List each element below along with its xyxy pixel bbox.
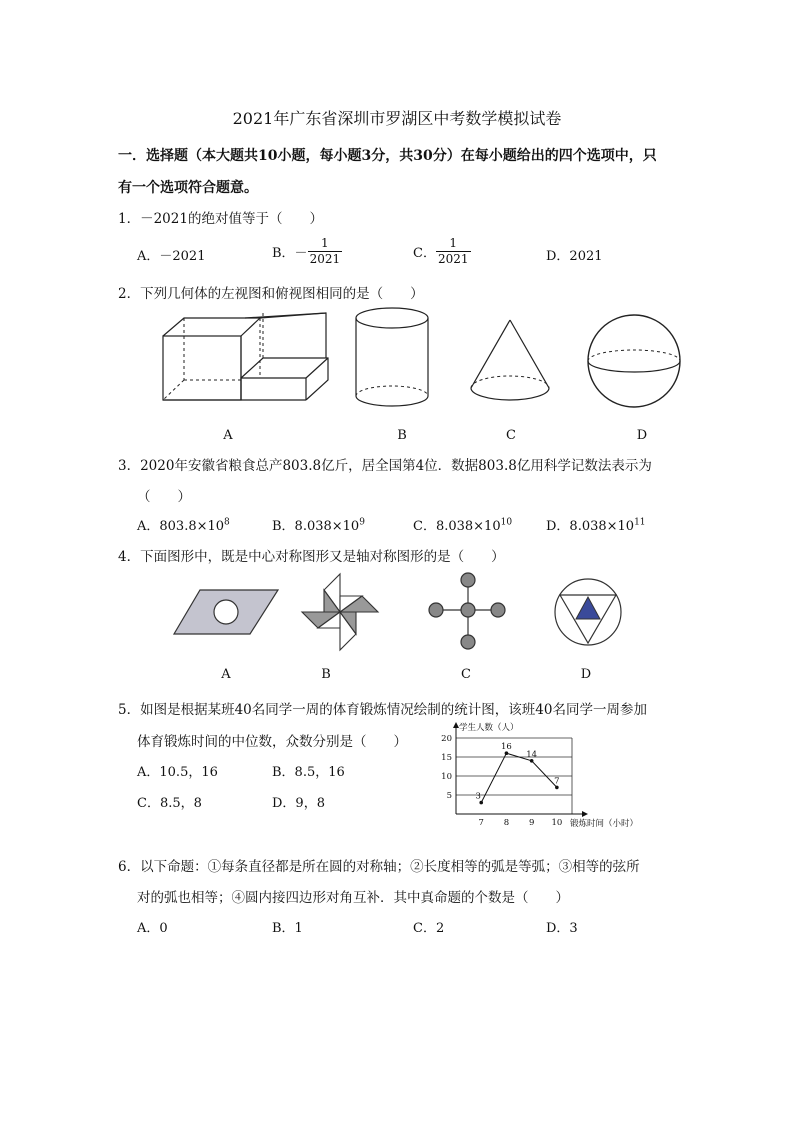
q5-stem-line2: 体育锻炼时间的中位数，众数分别是（ ） [137,734,407,750]
q2-label-b: B [397,428,407,443]
q2-label-d: D [636,428,648,443]
q6-option-a[interactable]: A．0 [137,921,168,936]
q1-b-numerator: 1 [308,236,343,252]
section-header-line2: 有一个选项符合题意。 [118,180,258,196]
q4-label-a: A [221,667,231,682]
pinwheel-figure [300,570,382,654]
q3-option-d[interactable] [546,515,646,534]
chart-data-label: 3 [475,791,481,802]
q6-option-c[interactable]: C．2 [413,921,445,936]
q4-label-d: D [580,667,592,682]
chart-data-label: 16 [501,742,512,753]
chart-x-axis-arrow [582,811,588,817]
chart-x-tick-label: 10 [551,818,563,828]
q5-option-c[interactable]: C．8.5，8 [137,796,202,811]
q1-option-d[interactable]: D．2021 [546,249,603,264]
q4-label-c: C [461,667,471,682]
q1-option-c-prefix: C． [413,246,436,261]
q1-option-b-prefix: B．－ [272,246,308,261]
q3-stem-paren: （ ） [137,489,191,505]
q3-stem: 3．2020年安徽省粮食总产803.8亿斤，居全国第4位．数据803.8亿用科学记数法表示为 [118,458,652,474]
q1-option-b-fraction [308,236,343,267]
q3-d-base: D．8.038×10 [546,519,635,534]
chart-y-tick-label: 10 [441,772,452,782]
q1-b-denominator: 2021 [309,252,341,266]
q3-b-exponent: 9 [359,517,365,528]
q3-option-a[interactable] [137,515,230,534]
cylinder-figure [354,306,434,408]
q1-stem: 1．－2021的绝对值等于（ ） [118,211,323,227]
q4-label-b: B [321,667,331,682]
q3-option-c[interactable] [413,515,512,534]
q3-b-base: B．8.038×10 [272,519,360,534]
parallelogram-with-hole-figure [172,588,280,636]
q2-label-c: C [506,428,516,443]
chart-x-tick-label: 9 [528,818,535,828]
chart-y-tick-label: 20 [441,734,452,744]
sphere-figure [585,312,685,412]
q1-c-denominator: 2021 [437,252,469,266]
q1-option-c-fraction [436,236,471,267]
q6-option-b[interactable]: B．1 [272,921,303,936]
q2-label-a: A [223,428,233,443]
q5-option-b[interactable]: B．8.5，16 [272,765,345,780]
q1-c-numerator: 1 [436,236,471,252]
q1-option-a[interactable]: A．－2021 [137,249,206,264]
q6-option-d[interactable]: D．3 [546,921,578,936]
q5-option-d[interactable]: D．9，8 [272,796,325,811]
triangles-in-circle-figure [553,577,623,647]
exercise-time-line-chart [420,718,650,830]
section-header-line1: 一．选择题（本大题共10小题，每小题3分，共30分）在每小题给出的四个选项中，只 [118,148,657,164]
q3-a-exponent: 8 [224,517,230,528]
q1-option-c[interactable] [413,236,471,267]
page-title: 2021年广东省深圳市罗湖区中考数学模拟试卷 [232,109,562,128]
chart-y-tick-label: 15 [441,753,452,763]
chart-y-axis-label: 学生人数（人） [459,723,519,733]
q3-option-b[interactable] [272,515,365,534]
two-cubes-figure [160,308,330,404]
q6-stem-line1: 6．以下命题：①每条直径都是所在圆的对称轴；②长度相等的弧是等弧；③相等的弦所 [118,859,640,875]
q3-c-base: C．8.038×10 [413,519,501,534]
chart-y-tick-label: 5 [446,791,452,801]
q4-stem: 4．下面图形中，既是中心对称图形又是轴对称图形的是（ ） [118,549,505,565]
cone-figure [467,318,557,408]
q2-stem: 2．下列几何体的左视图和俯视图相同的是（ ） [118,286,424,302]
q6-stem-line2: 对的弧也相等；④圆内接四边形对角互补．其中真命题的个数是（ ） [137,890,569,906]
q1-option-b[interactable] [272,236,342,267]
q3-d-exponent: 11 [634,517,646,528]
q3-a-base: A．803.8×10 [137,519,225,534]
q3-c-exponent: 10 [500,517,513,528]
q5-stem-line1: 5．如图是根据某班40名同学一周的体育锻炼情况绘制的统计图，该班40名同学一周参加 [118,702,647,718]
chart-x-axis-label: 锻炼时间（小时） [570,819,639,829]
chart-x-tick-label: 8 [503,818,510,828]
chart-x-tick-label: 7 [478,818,484,828]
chart-data-label: 14 [526,749,538,760]
cross-of-circles-figure [426,570,510,654]
chart-data-label: 7 [554,776,560,787]
q5-option-a[interactable]: A．10.5，16 [137,765,218,780]
